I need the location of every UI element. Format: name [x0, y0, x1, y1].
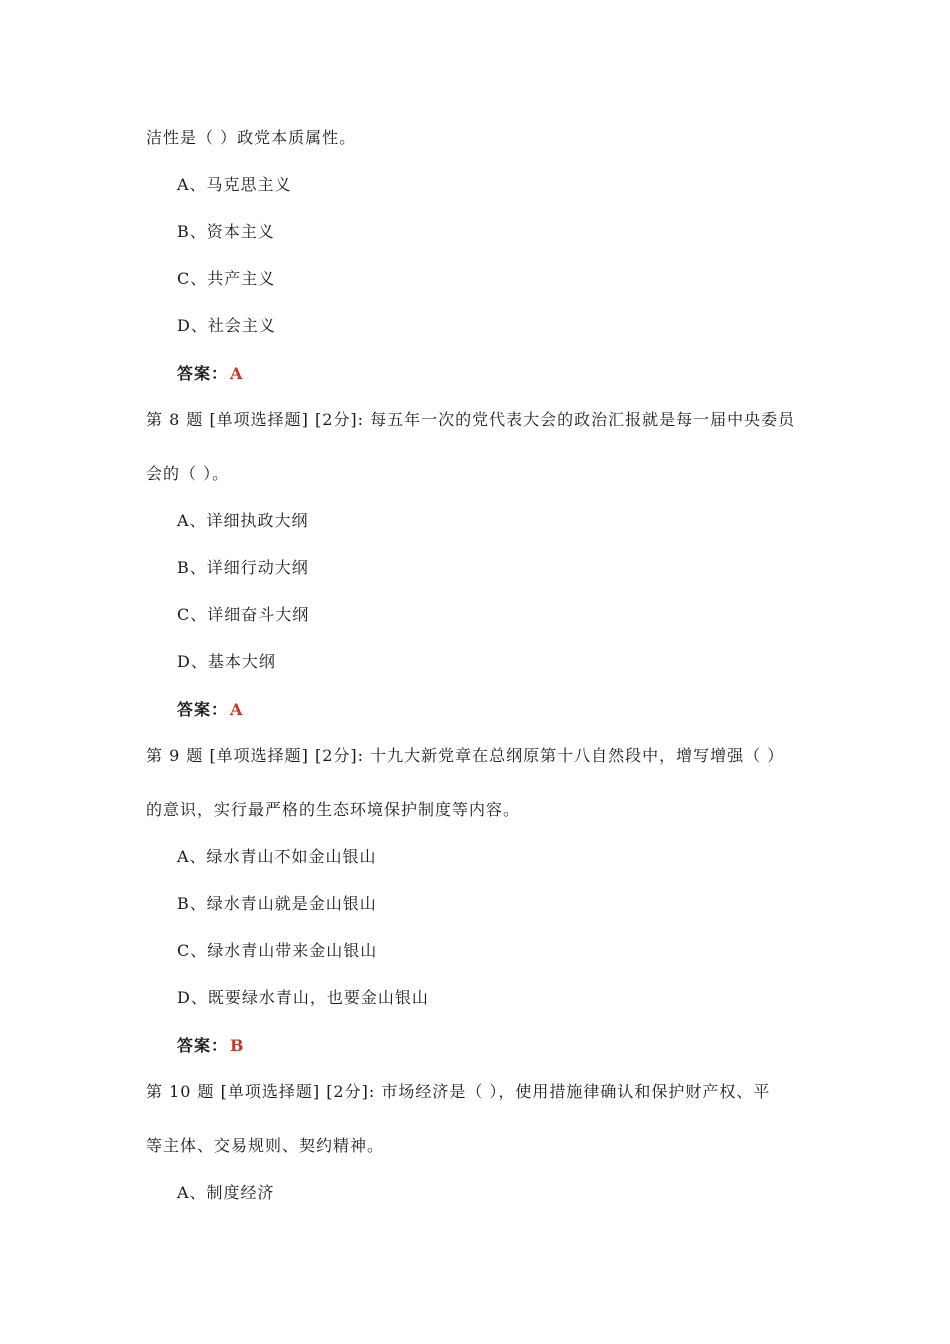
question-7-option-a: A、马克思主义 — [177, 175, 292, 194]
question-7-answer — [177, 364, 243, 384]
answer-value: A — [230, 700, 244, 719]
answer-value: B — [230, 1036, 245, 1055]
answer-label: 答案： — [177, 1036, 229, 1055]
question-8-option-b: B、详细行动大纲 — [177, 558, 309, 577]
question-9-option-a: A、绿水青山不如金山银山 — [177, 847, 377, 866]
question-9-answer — [177, 1036, 245, 1056]
question-10-text-line-2: 等主体、交易规则、契约精神。 — [146, 1136, 385, 1155]
question-8-option-a: A、详细执政大纲 — [177, 511, 309, 530]
question-9-text-line-2: 的意识，实行最严格的生态环境保护制度等内容。 — [146, 800, 521, 819]
question-8-option-d: D、基本大纲 — [177, 652, 276, 671]
question-7-text-line-2: 洁性是（ ）政党本质属性。 — [146, 128, 357, 147]
question-9-option-d: D、既要绿水青山，也要金山银山 — [177, 988, 429, 1007]
question-7-option-b: B、资本主义 — [177, 222, 275, 241]
question-9-option-c: C、绿水青山带来金山银山 — [177, 941, 378, 960]
question-7-option-d: D、社会主义 — [177, 316, 276, 335]
question-8-text-line-2: 会的（ ）。 — [146, 464, 230, 483]
question-10-option-a: A、制度经济 — [177, 1183, 275, 1202]
question-9-text-line-1: 第 9 题 [单项选择题] [2分]: 十九大新党章在总纲原第十八自然段中，增写增强（ ） — [146, 746, 785, 765]
question-10-text-line-1: 第 10 题 [单项选择题] [2分]: 市场经济是（ ），使用措施律确认和保护财产权、平 — [146, 1082, 771, 1101]
question-8-option-c: C、详细奋斗大纲 — [177, 605, 310, 624]
answer-value: A — [230, 364, 244, 383]
answer-label: 答案： — [177, 700, 229, 719]
question-7-option-c: C、共产主义 — [177, 269, 276, 288]
question-8-text-line-1: 第 8 题 [单项选择题] [2分]: 每五年一次的党代表大会的政治汇报就是每一届中央委员 — [146, 410, 796, 429]
answer-label: 答案： — [177, 364, 229, 383]
question-9-option-b: B、绿水青山就是金山银山 — [177, 894, 377, 913]
question-8-answer — [177, 700, 243, 720]
